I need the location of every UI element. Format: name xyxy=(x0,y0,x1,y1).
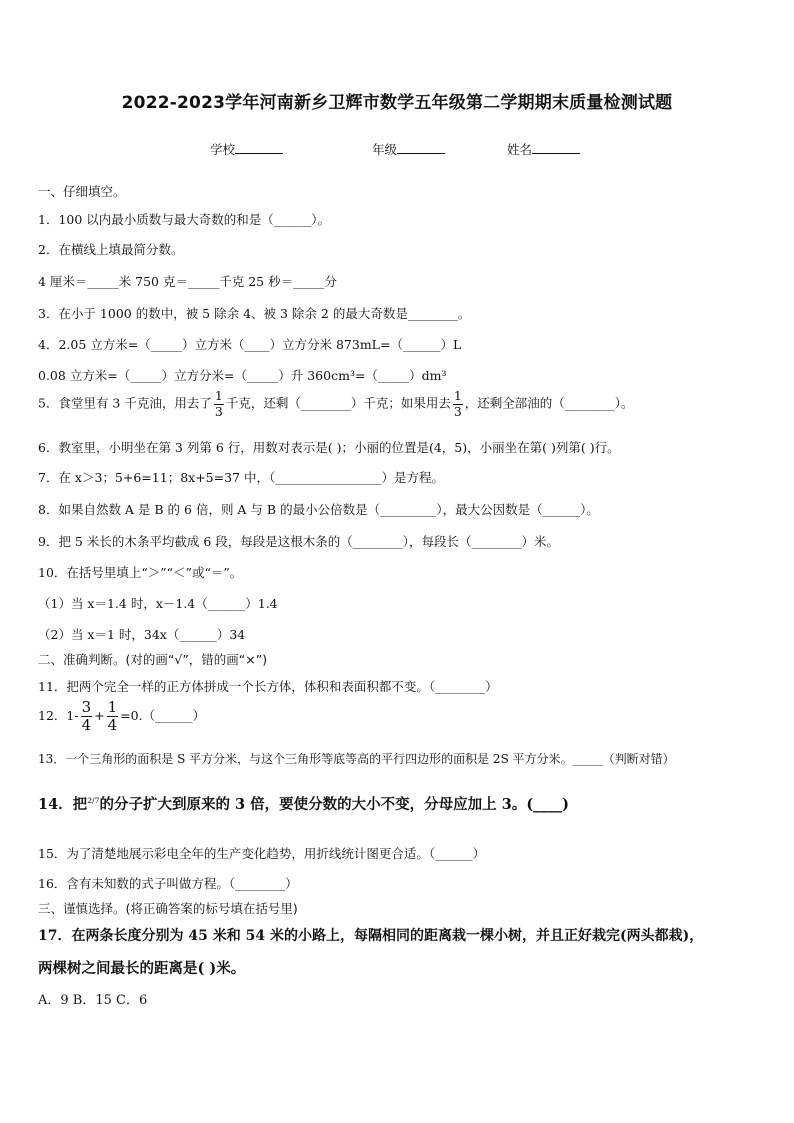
question-5 xyxy=(38,390,634,418)
question-10-2: （2）当 x＝1 时，34x（______）34 xyxy=(38,627,246,642)
question-7: 7．在 x＞3；5+6=11；8x+5=37 中，（_________________）是方程。 xyxy=(38,470,444,485)
q12-fraction-2-numerator: 1 xyxy=(107,698,118,716)
question-4-line-1: 4．2.05 立方米=（_____）立方米（____）立方分米 873mL=（______）L xyxy=(38,337,462,352)
q14-text-post: 的分子扩大到原来的 3 倍，要使分数的大小不变，分母应加上 3。(____) xyxy=(99,796,570,813)
q14-text-pre: 14．把 xyxy=(38,796,88,813)
q5-text-mid: 千克，还剩（________）千克；如果用去 xyxy=(225,395,451,411)
name-label: 姓名 xyxy=(507,142,533,157)
grade-blank xyxy=(397,141,445,154)
q12-fraction-2 xyxy=(107,700,119,733)
q12-fraction-1 xyxy=(81,700,93,733)
q12-plus: + xyxy=(94,708,105,723)
question-13: 13．一个三角形的面积是 S 平方分米，与这个三角形等底等高的平行四边形的面积是 2S 平方分米。_____（判断对错） xyxy=(38,752,675,766)
question-8: 8．如果自然数 A 是 B 的 6 倍，则 A 与 B 的最小公倍数是（_________），最大公因数是（______）。 xyxy=(38,502,599,517)
q12-fraction-1-denominator: 4 xyxy=(81,716,92,734)
question-9: 9．把 5 米长的木条平均截成 6 段，每段是这根木条的（________），每段长（________）米。 xyxy=(38,534,560,549)
q5-fraction-1-denominator: 3 xyxy=(214,403,223,419)
name-blank xyxy=(532,141,580,154)
question-12 xyxy=(38,700,205,733)
question-1: 1．100 以内最小质数与最大奇数的和是（______）。 xyxy=(38,212,331,227)
question-10: 10．在括号里填上“＞”“＜”或“＝”。 xyxy=(38,565,243,580)
q12-fraction-2-denominator: 4 xyxy=(107,716,118,734)
name-field xyxy=(507,140,580,158)
q5-fraction-2-denominator: 3 xyxy=(453,403,462,419)
q5-fraction-1-numerator: 1 xyxy=(214,388,223,403)
question-14 xyxy=(38,793,569,814)
question-6: 6．教室里，小明坐在第 3 列第 6 行，用数对表示是( )；小丽的位置是(4，5)，小丽坐在第( )列第( )行。 xyxy=(38,440,620,455)
grade-label: 年级 xyxy=(372,142,398,157)
question-17-options: A．9 B．15 C．6 xyxy=(38,993,148,1008)
question-16: 16．含有未知数的式子叫做方程。（________） xyxy=(38,876,298,891)
q12-fraction-1-numerator: 3 xyxy=(81,698,92,716)
question-4-line-2: 0.08 立方米=（_____）立方分米=（_____）升 360cm³=（_____）dm³ xyxy=(38,368,447,383)
section-heading-3: 三、谨慎选择。(将正确答案的标号填在括号里) xyxy=(38,901,298,916)
page-title: 2022-2023学年河南新乡卫辉市数学五年级第二学期期末质量检测试题 xyxy=(121,93,673,113)
q14-fraction: 2/7 xyxy=(87,796,100,805)
question-10-1: （1）当 x＝1.4 时，x－1.4（______）1.4 xyxy=(38,596,278,611)
q12-text-pre: 12．1- xyxy=(38,708,79,723)
q5-fraction-2 xyxy=(453,390,463,418)
question-2: 2．在横线上填最简分数。 xyxy=(38,242,184,257)
question-2-items: 4 厘米＝_____米 750 克＝_____千克 25 秒＝_____分 xyxy=(38,274,337,289)
question-3: 3．在小于 1000 的数中，被 5 除余 4、被 3 除余 2 的最大奇数是________。 xyxy=(38,306,471,321)
q5-text-post: ，还剩全部油的（________）。 xyxy=(464,395,634,411)
q12-text-post: =0.（______） xyxy=(120,708,206,723)
school-blank xyxy=(235,141,283,154)
question-17-line-1: 17．在两条长度分别为 45 米和 54 米的小路上，每隔相同的距离栽一棵小树，并且正好栽完(两头都栽)， xyxy=(38,928,704,944)
grade-field xyxy=(372,140,445,158)
section-heading-2: 二、准确判断。(对的画“√”，错的画“×”) xyxy=(38,652,268,667)
section-heading-1: 一、仔细填空。 xyxy=(38,184,126,199)
q5-text-pre: 5．食堂里有 3 千克油，用去了 xyxy=(38,395,212,411)
question-15: 15．为了清楚地展示彩电全年的生产变化趋势，用折线统计图更合适。（______） xyxy=(38,846,486,861)
question-17-line-2: 两棵树之间最长的距离是( )米。 xyxy=(38,960,246,977)
q5-fraction-1 xyxy=(214,390,224,418)
question-11: 11．把两个完全一样的正方体拼成一个长方体，体积和表面积都不变。（________） xyxy=(38,679,498,694)
q5-fraction-2-numerator: 1 xyxy=(453,388,462,403)
school-field xyxy=(210,140,283,158)
school-label: 学校 xyxy=(210,142,236,157)
